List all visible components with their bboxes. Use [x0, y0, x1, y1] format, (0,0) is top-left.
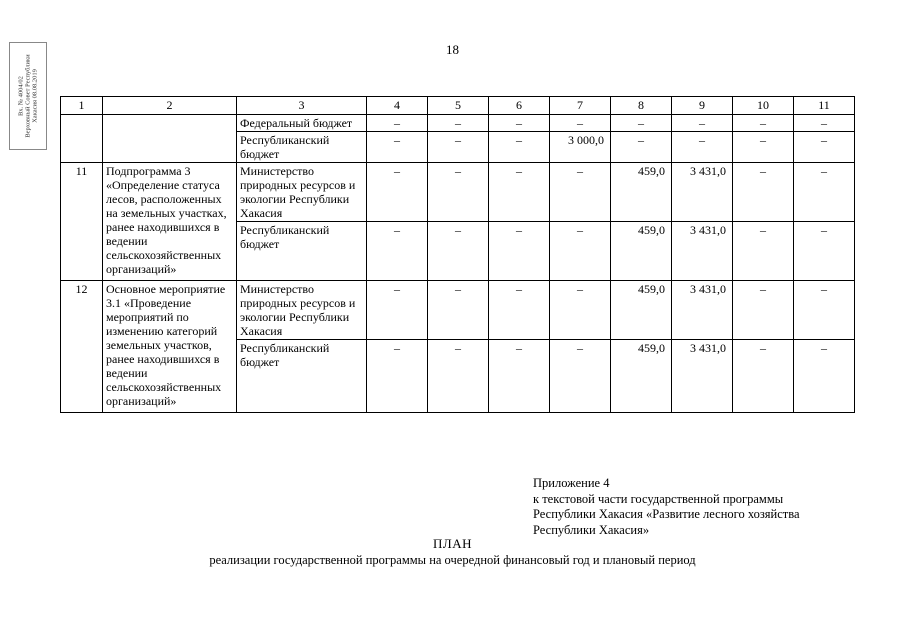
value-cell: 459,0 — [611, 163, 672, 222]
stamp-line: Вх. № 4004/02 — [17, 76, 25, 116]
value-cell: – — [550, 115, 611, 132]
value-cell: – — [367, 281, 428, 340]
stamp-line: Хакасия 08.08.2019 — [31, 69, 39, 123]
program-table — [60, 96, 855, 413]
header-cell: 4 — [367, 97, 428, 115]
row-name-cell: Основное мероприятие 3.1 «Проведение мероприятий по изменению категорий земельных участков, ранее находившихся в ведении сельскохозяйственных организаций» — [103, 281, 237, 413]
value-cell: 3 431,0 — [672, 163, 733, 222]
appendix-line: Республики Хакасия» — [533, 522, 650, 537]
header-cell: 10 — [733, 97, 794, 115]
header-cell: 3 — [237, 97, 367, 115]
value-cell: 3 000,0 — [550, 132, 611, 163]
value-cell: – — [367, 222, 428, 281]
stamp-text — [18, 54, 39, 137]
value-cell: – — [550, 340, 611, 413]
source-cell: Министерство природных ресурсов и экологии Республики Хакасия — [237, 163, 367, 222]
value-cell: – — [733, 340, 794, 413]
header-cell: 5 — [428, 97, 489, 115]
value-cell: – — [428, 115, 489, 132]
appendix-line: Республики Хакасия «Развитие лесного хозяйства — [533, 507, 800, 521]
value-cell: – — [611, 115, 672, 132]
value-cell: – — [794, 340, 855, 413]
value-cell: – — [489, 340, 550, 413]
plan-subtitle: реализации государственной программы на очередной финансовый год и плановый период — [209, 553, 696, 567]
value-cell: – — [550, 281, 611, 340]
value-cell: – — [672, 115, 733, 132]
value-cell: – — [733, 163, 794, 222]
value-cell: – — [794, 163, 855, 222]
value-cell: 459,0 — [611, 281, 672, 340]
source-cell: Министерство природных ресурсов и экологии Республики Хакасия — [237, 281, 367, 340]
value-cell: – — [428, 340, 489, 413]
value-cell: – — [794, 132, 855, 163]
row-name-cell — [103, 115, 237, 163]
value-cell: 459,0 — [611, 222, 672, 281]
value-cell: – — [428, 222, 489, 281]
source-cell: Республиканский бюджет — [237, 340, 367, 413]
registration-stamp — [9, 42, 47, 150]
value-cell: – — [733, 115, 794, 132]
value-cell: – — [489, 222, 550, 281]
value-cell: – — [672, 132, 733, 163]
appendix-line: к текстовой части государственной программы — [533, 491, 784, 506]
value-cell: – — [611, 132, 672, 163]
page-number: 18 — [446, 42, 459, 57]
value-cell: – — [550, 163, 611, 222]
row-number-cell: 12 — [61, 281, 103, 413]
value-cell: 459,0 — [611, 340, 672, 413]
value-cell: 3 431,0 — [672, 222, 733, 281]
table-row — [61, 163, 855, 222]
value-cell: – — [489, 281, 550, 340]
row-number-cell: 11 — [61, 163, 103, 281]
value-cell: – — [794, 281, 855, 340]
header-cell: 9 — [672, 97, 733, 115]
value-cell: – — [428, 132, 489, 163]
value-cell: – — [733, 281, 794, 340]
header-row — [61, 97, 855, 115]
header-cell: 7 — [550, 97, 611, 115]
value-cell: – — [489, 115, 550, 132]
row-number-cell — [61, 115, 103, 163]
header-cell: 8 — [611, 97, 672, 115]
appendix-note — [533, 476, 800, 538]
value-cell: – — [428, 281, 489, 340]
value-cell: – — [489, 163, 550, 222]
value-cell: – — [367, 340, 428, 413]
value-cell: – — [733, 132, 794, 163]
header-cell: 1 — [61, 97, 103, 115]
stamp-line: Верховный Совет Республики — [24, 54, 32, 138]
value-cell: – — [733, 222, 794, 281]
value-cell: 3 431,0 — [672, 340, 733, 413]
value-cell: – — [794, 115, 855, 132]
value-cell: – — [367, 163, 428, 222]
header-cell: 6 — [489, 97, 550, 115]
source-cell: Республиканский бюджет — [237, 132, 367, 163]
appendix-line: Приложение 4 — [533, 476, 610, 490]
header-cell: 11 — [794, 97, 855, 115]
value-cell: – — [489, 132, 550, 163]
value-cell: – — [367, 115, 428, 132]
table-row — [61, 115, 855, 132]
value-cell: 3 431,0 — [672, 281, 733, 340]
plan-title: ПЛАН — [433, 536, 472, 551]
value-cell: – — [367, 132, 428, 163]
row-name-cell: Подпрограмма 3 «Определение статуса лесов, расположенных на земельных участках, ранее находившихся в ведении сельскохозяйственных организаций» — [103, 163, 237, 281]
value-cell: – — [794, 222, 855, 281]
table-row — [61, 281, 855, 340]
header-cell: 2 — [103, 97, 237, 115]
source-cell: Федеральный бюджет — [237, 115, 367, 132]
source-cell: Республиканский бюджет — [237, 222, 367, 281]
value-cell: – — [428, 163, 489, 222]
value-cell: – — [550, 222, 611, 281]
